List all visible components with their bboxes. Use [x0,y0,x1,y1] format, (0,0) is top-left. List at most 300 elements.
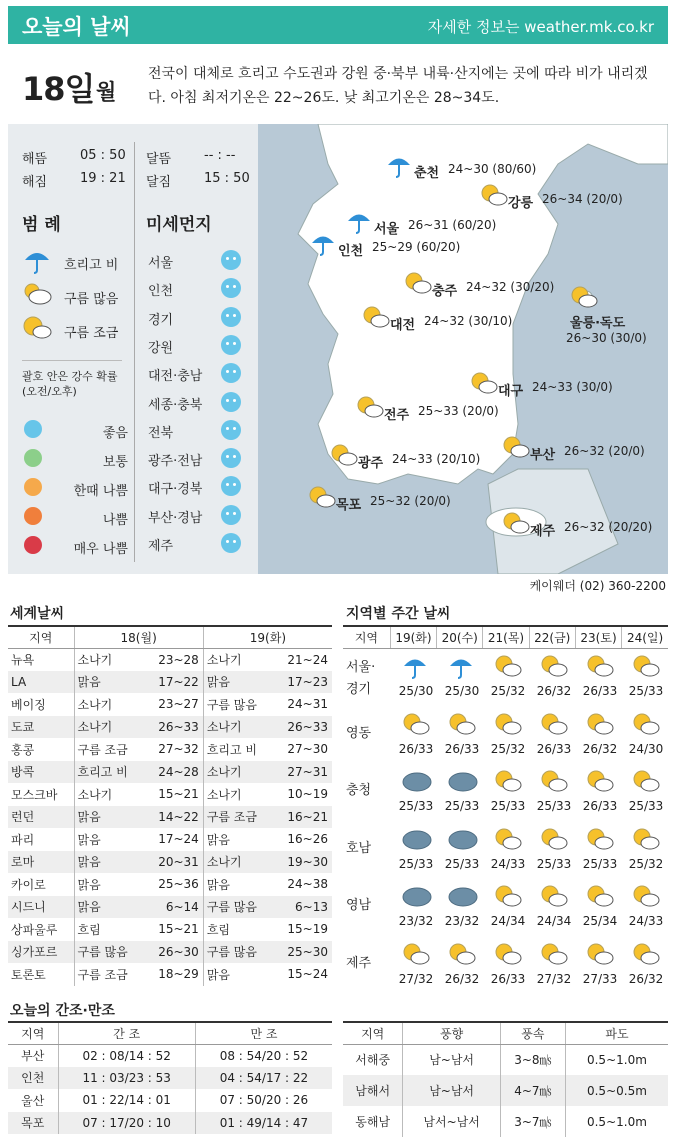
world-row [8,761,332,784]
weekly-temp: 25/33 [398,799,434,813]
world-cell: 소나기 [203,716,273,739]
world-row [8,941,332,964]
partly-cloudy-icon [494,828,522,854]
world-cell: 27~31 [274,761,332,784]
world-cell: 15~19 [287,922,328,937]
world-cell: 23~27 [158,697,199,712]
weekly-header: 23(토) [575,626,621,648]
panel-divider [134,142,135,562]
sea-cell: 남해서 [343,1075,403,1106]
world-row [8,648,332,671]
sea-cell: 3~7㎧ [500,1106,565,1137]
world-cell: 구름 많음 [203,941,273,964]
sea-cell: 0.5~1.0m [565,1044,668,1075]
partly-cloudy-icon [586,828,614,854]
tide-row [8,1067,332,1090]
sea-header-wind-dir: 풍향 [403,1022,500,1044]
weekly-header: 20(수) [437,626,483,648]
world-row [8,806,332,829]
partly-cloudy-icon [494,770,522,796]
date-dow: 월 [96,80,117,104]
cloud-icon [402,828,432,854]
city-value: 25~32 (20/0) [370,494,451,508]
world-cell: 상파울루 [11,922,58,937]
rain-icon [402,655,428,683]
sea-row [343,1044,668,1075]
legend-item-partly-cloudy: 구름 조금 [64,326,119,341]
world-cell: 맑음 [203,671,273,694]
weekly-header: 22(금) [529,626,575,648]
weekly-temp: 25/33 [444,799,480,813]
partly-cloudy-icon [586,655,614,681]
partly-cloudy-icon [586,713,614,739]
world-cell: 구름 많음 [74,941,144,964]
sea-cell: 0.5~0.5m [565,1075,668,1106]
partly-cloudy-icon [494,713,522,739]
world-cell: 25~30 [274,941,332,964]
partly-cloudy-icon [494,655,522,681]
partly-cloudy-icon [540,770,568,796]
world-cell: 맑음 [203,873,273,896]
world-cell: 20~31 [144,851,203,874]
world-row [8,851,332,874]
world-cell: 구름 조금 [74,738,144,761]
weekly-temp: 25/33 [628,684,664,698]
world-cell: 맑음 [74,873,144,896]
legend-title: 범 례 [22,215,61,235]
world-cell: 16~26 [287,832,328,847]
world-cell: 14~22 [144,806,203,829]
partly-cloudy-icon [632,770,660,796]
cloud-icon [402,770,432,796]
moonrise-label: 달뜸 [146,152,172,167]
world-cell: 흐림 [74,918,144,941]
weekly-temp: 25/33 [628,799,664,813]
weekly-temp: 26/33 [536,741,572,756]
city-value: 24~33 (30/0) [532,380,613,394]
weekly-temp: 26/33 [582,799,618,813]
city-value: 24~33 (20/10) [392,452,481,466]
partly-cloudy-icon [586,770,614,796]
world-cell: 구름 많음 [203,693,273,716]
weekly-temp: 25/33 [536,856,572,871]
date-day: 18일 [22,70,95,108]
weekly-temp: 26/33 [582,684,618,698]
world-cell: 맑음 [74,851,144,874]
tide-row [8,1044,332,1067]
sea-row [343,1106,668,1137]
partly-cloudy-icon [570,286,598,312]
weekly-temp: 26/33 [490,971,526,986]
city-name: 울릉·독도 [570,316,626,331]
partly-cloudy-icon [470,372,498,398]
weekly-header: 24(일) [622,626,668,648]
world-cell: 21~24 [287,652,328,667]
legend-note: 괄호 안은 강수 확률 (오전/오후) [22,370,118,398]
aq-face-icon [24,478,42,496]
legend-item-mostly-cloudy: 구름 많음 [64,292,119,307]
city-name: 춘천 [414,166,440,181]
world-cell: 구름 조금 [203,806,273,829]
good-face-icon [221,278,241,298]
dust-region: 전북 [148,425,174,441]
dust-region: 경기 [148,312,174,328]
weekly-temp: 24/34 [536,914,572,928]
moonset-label: 달짐 [146,175,172,190]
rain-icon [386,154,412,182]
world-cell: 24~28 [144,761,203,784]
world-row [8,693,332,716]
sea-header-wave: 파도 [565,1022,668,1044]
city-name: 목포 [336,498,362,513]
site-link[interactable]: 자세한 정보는 weather.mk.co.kr [427,18,654,36]
world-cell: 15~24 [287,967,328,982]
weekly-temp: 26/32 [628,971,664,986]
weekly-temp: 25/32 [490,741,526,756]
sea-cell: 4~7㎧ [500,1075,565,1106]
rain-icon [346,210,372,238]
world-cell: 24~31 [287,697,328,712]
city-name: 서울 [374,222,400,237]
partly-cloudy-icon [540,943,568,969]
rain-icon [448,655,474,683]
dust-region: 부산·경남 [148,510,203,526]
tide-cell: 08 : 54/20 : 52 [195,1044,332,1067]
world-cell: 소나기 [203,851,273,874]
weekly-header: 21(목) [483,626,529,648]
sunrise-time: 05 : 50 [80,148,126,163]
weekly-temp: 27/32 [398,971,434,986]
world-cell: 소나기 [74,783,144,806]
header-bar [8,6,668,44]
weekly-temp: 26/33 [444,741,480,756]
partly-cloudy-icon [494,943,522,969]
aq-face-icon [24,420,42,438]
weekly-temp: 26/32 [536,684,572,698]
sea-header-wind-speed: 풍속 [500,1022,565,1044]
legend-divider [22,360,122,361]
world-cell: 맑음 [74,828,144,851]
dust-region: 광주·전남 [148,454,203,470]
city-value: 25~29 (60/20) [372,240,461,254]
weekly-temp: 25/30 [444,684,480,698]
weekly-temp: 25/33 [398,856,434,871]
partly-cloudy-icon [356,396,384,422]
city-value: 24~30 (80/60) [448,162,537,176]
weekly-temp: 25/33 [582,856,618,871]
world-cell: 카이로 [11,877,46,892]
partly-cloudy-icon [586,885,614,911]
city-name: 대전 [390,318,416,333]
weekly-region: 서울· 경기 [346,660,376,697]
weekly-temp: 26/32 [444,971,480,986]
partly-cloudy-icon [308,486,336,512]
partly-cloudy-icon [632,885,660,911]
sea-cell: 0.5~1.0m [565,1106,668,1137]
city-value: 26~34 (20/0) [542,192,623,206]
world-cell: 23~28 [158,652,199,667]
tide-header-region: 지역 [8,1022,58,1044]
page-title: 오늘의 날씨 [22,15,131,39]
tide-cell: 울산 [21,1093,45,1108]
good-face-icon [221,335,241,355]
good-face-icon [221,307,241,327]
sunset-time: 19 : 21 [80,171,126,186]
world-cell: 27~30 [287,742,328,757]
partly-cloudy-icon [494,885,522,911]
world-cell: 17~22 [144,671,203,694]
city-name: 제주 [530,524,556,539]
tide-cell: 07 : 17/20 : 10 [58,1112,195,1135]
world-cell: 맑음 [74,671,144,694]
partly-cloudy-icon [540,885,568,911]
world-cell: 6~13 [274,896,332,919]
legend-item-rain: 흐리고 비 [64,258,119,273]
weekly-temp: 25/34 [582,914,618,928]
moonset-time: 15 : 50 [204,171,250,186]
world-cell: 15~21 [158,922,199,937]
world-cell: 도쿄 [8,716,74,739]
umbrella-icon [22,248,52,278]
world-cell: 소나기 [74,648,144,671]
world-cell: 시드니 [8,896,74,919]
world-cell: 런던 [8,806,74,829]
world-header-day1: 18(월) [74,626,203,648]
good-face-icon [221,363,241,383]
partly-cloudy-icon [362,306,390,332]
world-cell: 18~29 [158,967,199,982]
tide-cell: 07 : 50/20 : 26 [195,1089,332,1112]
world-row [8,873,332,896]
world-cell: 맑음 [74,806,144,829]
dust-region: 대구·경북 [148,482,203,498]
city-name: 광주 [358,456,384,471]
world-cell: 16~21 [274,806,332,829]
weekly-temp: 26/33 [398,741,434,756]
tide-cell: 01 : 22/14 : 01 [58,1089,195,1112]
sunrise-label: 해뜸 [22,152,48,167]
world-cell: 6~14 [144,896,203,919]
weekly-temp: 24/34 [490,914,526,928]
world-cell: 25~36 [158,877,199,892]
weekly-region: 제주 [346,955,372,971]
partly-cloudy-icon [540,655,568,681]
weekly-temp: 25/33 [536,799,572,813]
aq-label: 보통 [102,455,128,470]
world-row [8,963,332,986]
tide-row [8,1089,332,1112]
dust-region: 서울 [148,256,174,271]
weekly-temp: 25/33 [444,856,480,871]
cloud-icon [448,770,478,796]
tide-title: 오늘의 간조·만조 [10,1003,115,1019]
tide-cell: 부산 [21,1049,45,1063]
partly-cloudy-icon [448,713,476,739]
weekly-temp: 26/32 [582,741,618,756]
weekly-temp: 24/33 [490,856,526,871]
world-table [8,625,332,986]
good-face-icon [221,250,241,270]
world-cell: 베이징 [11,697,46,712]
world-row [8,896,332,919]
weekly-temp: 25/30 [398,684,434,698]
tide-cell: 11 : 03/23 : 53 [58,1067,195,1090]
city-name: 부산 [530,448,556,463]
tide-cell: 02 : 08/14 : 52 [58,1044,195,1067]
dust-region: 세종·충북 [148,397,203,413]
partly-cloudy-icon [540,828,568,854]
world-cell: 흐리고 비 [203,738,273,761]
korea-map [258,124,668,574]
tide-cell: 01 : 49/14 : 47 [195,1112,332,1135]
weekly-temp: 25/32 [628,856,664,871]
tide-row [8,1112,332,1135]
aq-face-icon [24,536,42,554]
partly-cloudy-icon [402,943,430,969]
world-cell: 홍콩 [11,742,35,757]
world-cell: 27~32 [158,742,199,757]
world-row [8,783,332,806]
world-cell: 맑음 [203,963,273,986]
tide-cell: 인천 [8,1067,58,1090]
sea-table [343,1021,668,1137]
world-cell: 소나기 [203,648,273,671]
cloudy-icon [22,282,52,310]
good-face-icon [221,533,241,553]
weekly-temp: 25/32 [490,684,526,698]
weekly-header: 지역 [343,626,390,648]
forecast-text: 전국이 대체로 흐리고 수도권과 강원 중·북부 내륙·산지에는 곳에 따라 비가 내리겠다. 아침 최저기온은 22~26도. 낮 최고기온은 28~34도. [148,66,648,106]
weekly-region: 영남 [346,898,372,913]
good-face-icon [221,392,241,412]
partly-cloudy-icon [540,713,568,739]
partly-cloudy-icon [330,444,358,470]
world-cell: 26~33 [144,716,203,739]
world-cell: 구름 많음 [203,896,273,919]
weekly-region: 영동 [346,725,372,741]
sunset-label: 해짐 [22,175,48,190]
weekly-temp: 27/33 [582,971,618,986]
dust-region: 강원 [148,340,174,356]
legend-panel [8,124,258,574]
world-title: 세계날씨 [10,606,65,622]
tide-header-low: 간 조 [58,1022,195,1044]
dust-region: 제주 [148,539,174,554]
tide-header-high: 만 조 [195,1022,332,1044]
cloud-icon [448,885,478,911]
weekly-temp: 27/32 [536,971,572,986]
city-value: 24~32 (30/20) [466,280,555,294]
credit: 케이웨더 (02) 360-2200 [529,579,666,593]
world-row [8,918,332,941]
weekly-header: 19(화) [390,626,436,648]
partly-cloudy-icon [632,713,660,739]
world-cell: 방콕 [8,761,74,784]
weekly-temp: 23/32 [444,914,480,928]
world-header-day2: 19(화) [203,626,332,648]
city-value: 26~32 (20/0) [564,444,645,458]
world-cell: 맑음 [203,828,273,851]
sea-header-region: 지역 [343,1022,403,1044]
aq-label: 좋음 [102,426,128,441]
world-cell: 모스크바 [11,787,58,802]
sea-row [343,1075,668,1106]
city-value: 24~32 (30/10) [424,314,513,328]
world-row [8,828,332,851]
world-cell: 26~33 [274,716,332,739]
dust-region: 대전·충남 [148,369,203,385]
weekly-region: 호남 [346,840,372,856]
tide-cell: 목포 [8,1112,58,1135]
world-cell: 17~23 [274,671,332,694]
weekly-temp: 24/30 [628,741,664,756]
world-cell: 소나기 [203,761,273,784]
weekly-region: 충청 [346,783,372,798]
world-cell: 뉴욕 [11,653,35,667]
partly-cloudy-icon [448,943,476,969]
world-row [8,671,332,694]
world-cell: 소나기 [74,693,144,716]
world-cell: 24~38 [287,877,328,892]
good-face-icon [221,448,241,468]
weekly-title: 지역별 주간 날씨 [346,606,451,622]
partly-cloudy-icon [632,828,660,854]
world-cell: 맑음 [74,896,144,919]
world-row [8,738,332,761]
dust-region: 인천 [148,284,174,300]
partly-cloudy-icon [632,655,660,681]
city-name: 전주 [384,408,410,423]
city-value: 26~31 (60/20) [408,218,497,232]
aq-label: 매우 나쁨 [73,542,128,557]
world-cell: 토론토 [11,967,46,982]
rain-icon [310,232,336,260]
sea-cell: 남서~남서 [403,1106,500,1137]
moonrise-time: -- : -- [204,148,236,163]
city-name: 대구 [498,384,524,399]
weekly-temp: 23/32 [398,914,434,928]
aq-face-icon [24,507,42,525]
weekly-table [343,625,668,649]
cloud-icon [402,885,432,911]
world-cell: 소나기 [74,716,144,739]
world-cell: 싱가포르 [8,941,74,964]
cloud-icon [448,828,478,854]
city-value: 26~32 (20/20) [564,520,653,534]
good-face-icon [221,476,241,496]
partly-cloudy-icon [502,436,530,462]
world-cell: 흐림 [203,918,273,941]
sea-cell: 남~남서 [403,1075,500,1106]
world-cell: 흐리고 비 [74,761,144,784]
weekly-temp: 25/33 [490,799,526,813]
partly-cloudy-icon [22,316,52,344]
world-cell: 15~21 [158,787,199,802]
aq-label: 나쁨 [102,513,128,528]
world-cell: 10~19 [287,787,328,802]
world-cell: 17~24 [158,832,199,847]
partly-cloudy-icon [502,512,530,538]
aq-label: 한때 나쁨 [73,484,128,499]
world-cell: 19~30 [274,851,332,874]
sea-cell: 남~남서 [403,1044,500,1075]
dust-title: 미세먼지 [146,215,212,235]
city-name: 충주 [432,284,458,299]
world-cell: LA [8,671,74,694]
weekly-temp: 24/33 [628,914,664,928]
partly-cloudy-icon [632,943,660,969]
good-face-icon [221,505,241,525]
